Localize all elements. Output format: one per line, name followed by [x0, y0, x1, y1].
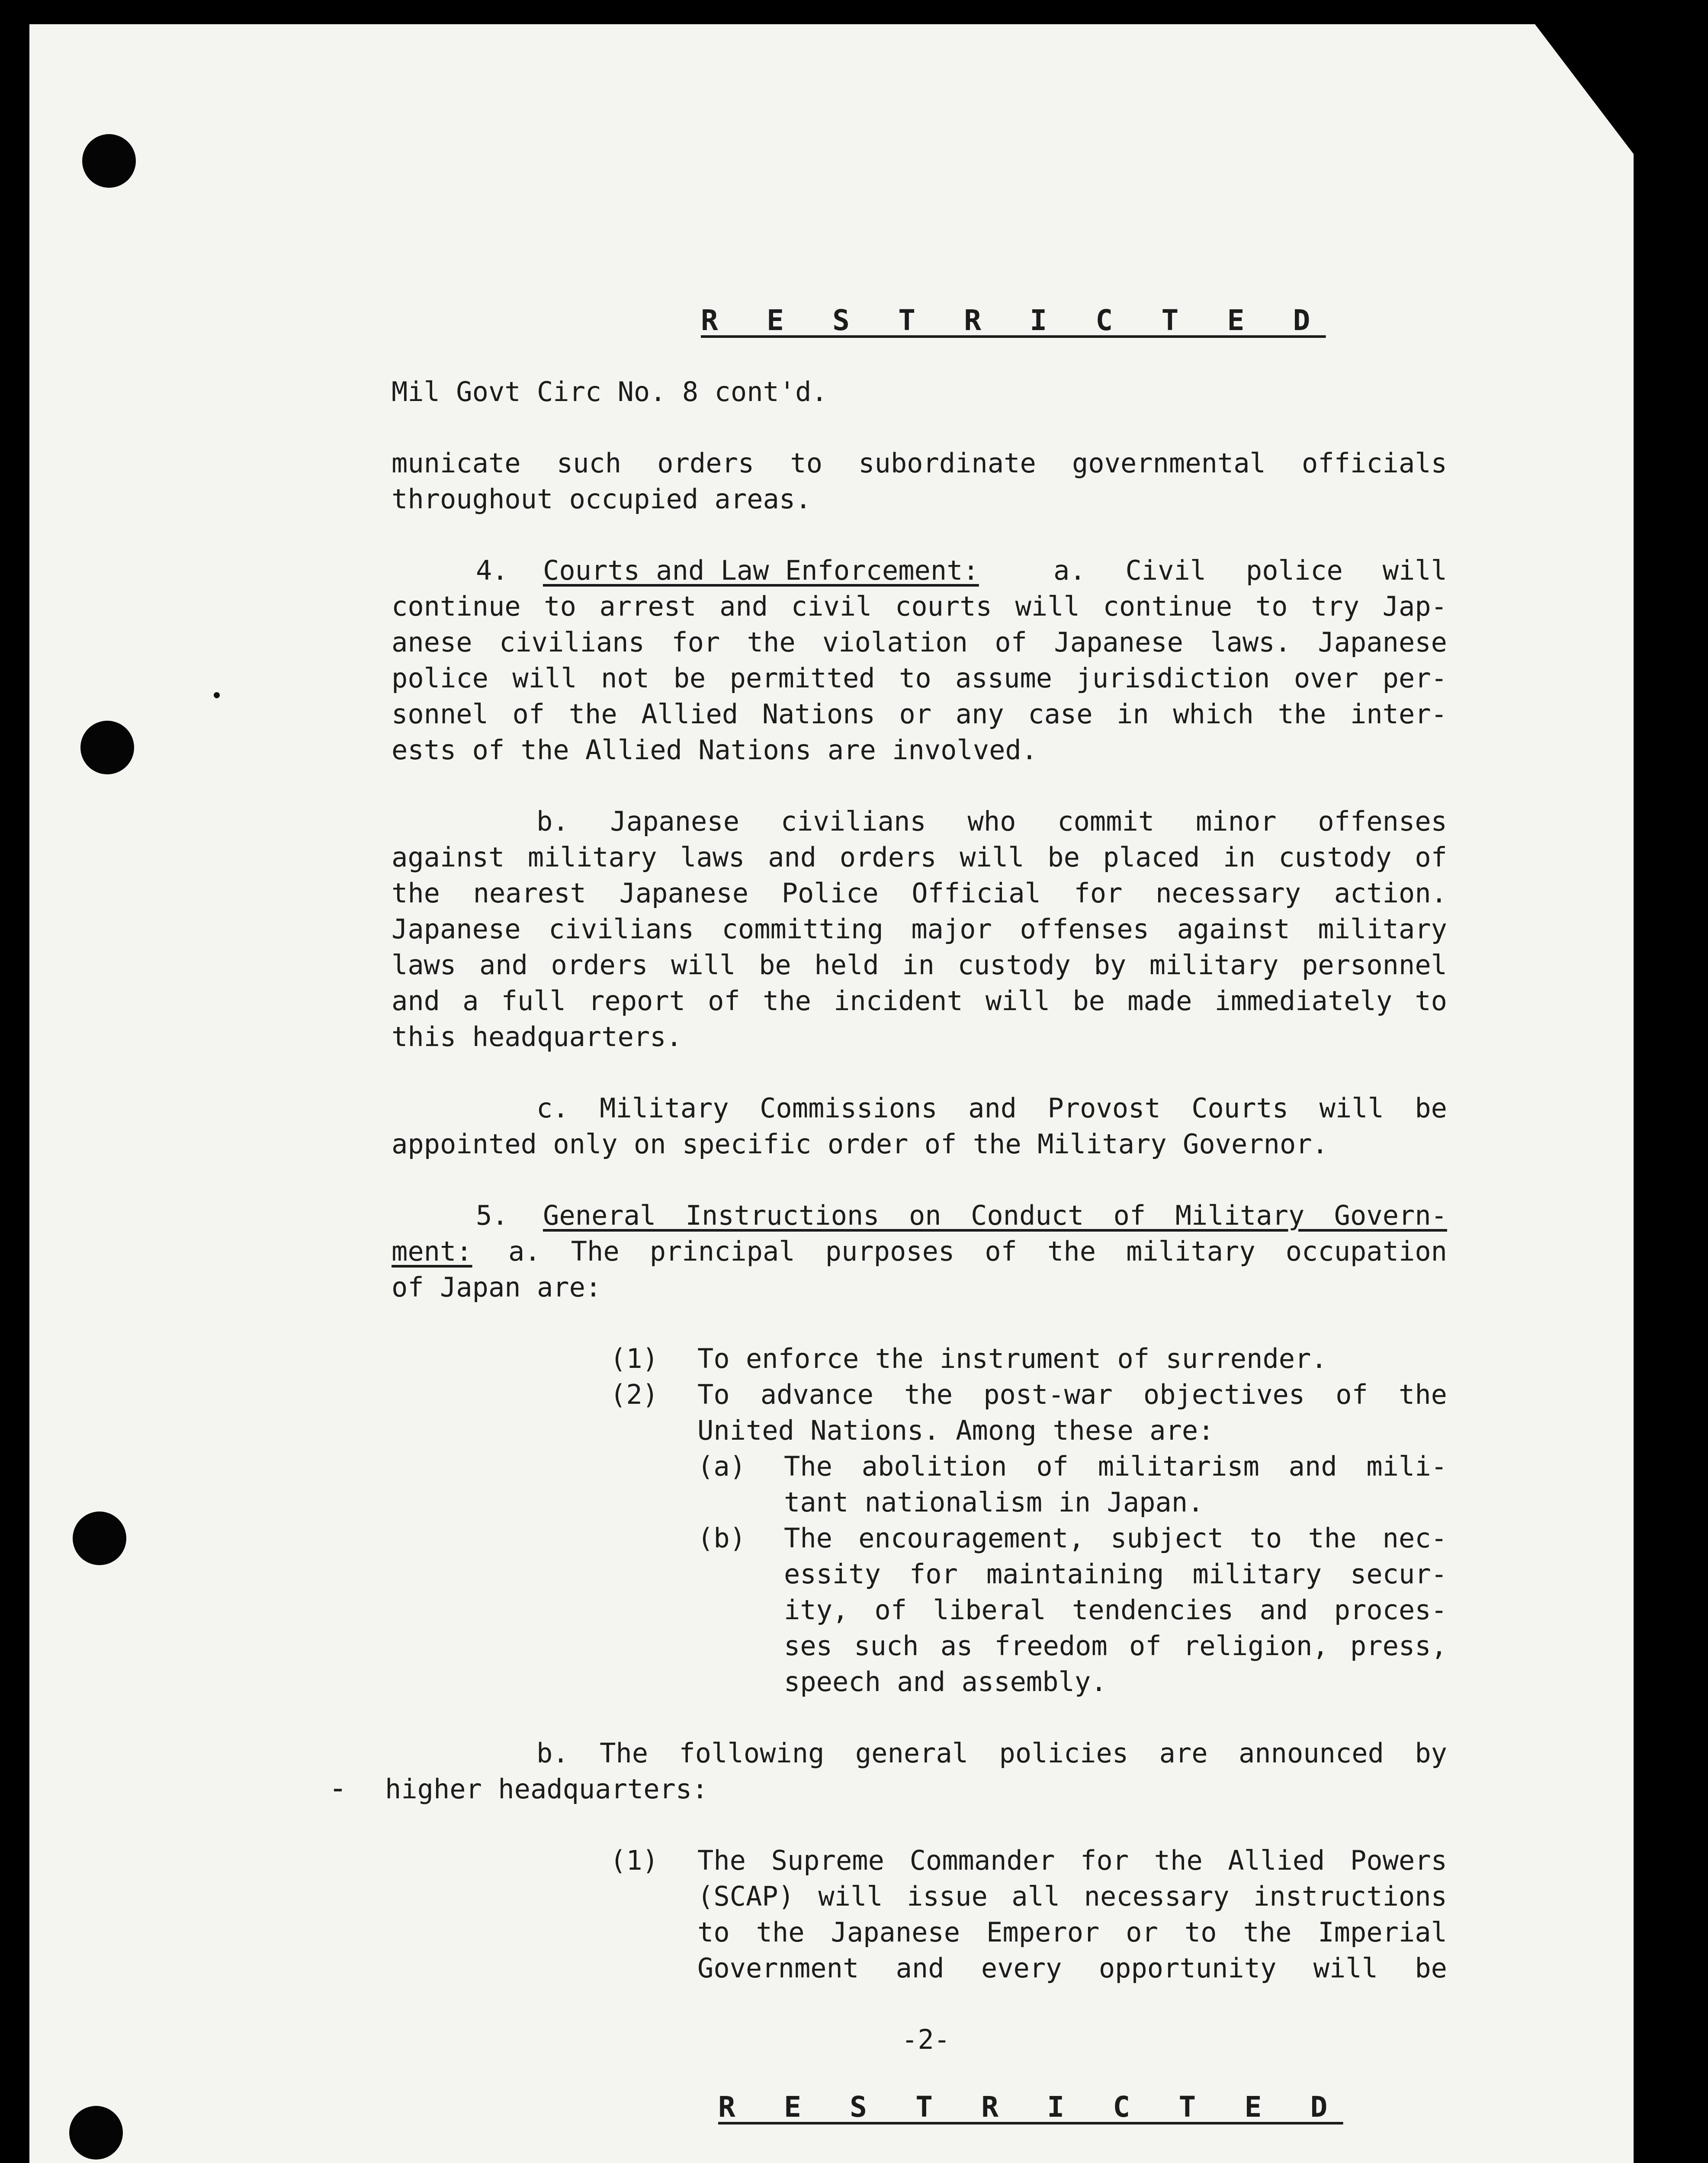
policy-line: The Supreme Commander for the Allied Powers	[697, 1845, 1447, 1876]
section-4-c-line: c. Military Commissions and Provost Courts will be	[536, 1092, 1447, 1124]
section-5-b-line: higher headquarters:	[385, 1773, 708, 1805]
continuation-line: throughout occupied areas.	[392, 483, 812, 515]
section-4-b-line: laws and orders will be held in custody by military personnel	[392, 949, 1447, 981]
punch-hole-1	[82, 134, 136, 188]
subpurpose-line: ses such as freedom of religion, press,	[784, 1630, 1447, 1662]
section-4-b-line: the nearest Japanese Police Official for necessary action.	[392, 877, 1447, 909]
policy-line: Government and every opportunity will be	[697, 1952, 1447, 1984]
section-4-number: 4.	[476, 555, 508, 586]
section-4-b-line: and a full report of the incident will be made immediately to	[392, 985, 1447, 1017]
restricted-footer: R E S T R I C T E D	[718, 2090, 1343, 2124]
section-5-b-line: b. The following general policies are announced by	[536, 1737, 1447, 1769]
section-4-a-first: a. Civil police will	[1053, 555, 1447, 586]
section-4-a-line: anese civilians for the violation of Japanese laws. Japanese	[392, 626, 1447, 658]
section-5-heading: ment:	[392, 1236, 472, 1267]
punch-hole-2	[80, 721, 134, 774]
section-4-heading: Courts and Law Enforcement:	[543, 555, 979, 586]
section-4-a-line: continue to arrest and civil courts will continue to try Jap-	[392, 590, 1447, 622]
section-4-c-line: appointed only on specific order of the Military Governor.	[392, 1128, 1328, 1160]
punch-hole-4	[69, 2106, 123, 2160]
policy-line: (SCAP) will issue all necessary instructions	[697, 1881, 1447, 1912]
circular-reference: Mil Govt Circ No. 8 cont'd.	[392, 376, 828, 408]
policy-number: (1)	[610, 1845, 658, 1876]
purpose-line: United Nations. Among these are:	[697, 1415, 1214, 1446]
section-5-a-first: a. The principal purposes of the military occupation	[508, 1236, 1447, 1267]
subpurpose-line: speech and assembly.	[784, 1666, 1107, 1698]
purpose-number: (1)	[610, 1343, 658, 1374]
section-4-b-line: this headquarters.	[392, 1021, 682, 1053]
section-5-heading: General Instructions on Conduct of Military Govern-	[543, 1200, 1447, 1231]
page-number: -2-	[902, 2024, 950, 2055]
stray-mark	[334, 1789, 342, 1791]
restricted-header: R E S T R I C T E D	[701, 304, 1326, 337]
stray-mark	[214, 692, 220, 698]
subpurpose-line: The encouragement, subject to the nec-	[784, 1522, 1447, 1554]
section-5-a-last: of Japan are:	[392, 1271, 602, 1303]
section-4-a-line: ests of the Allied Nations are involved.	[392, 734, 1038, 766]
subpurpose-line: essity for maintaining military secur-	[784, 1558, 1447, 1590]
section-4-b-line: against military laws and orders will be placed in custody of	[392, 841, 1447, 873]
subpurpose-line: tant nationalism in Japan.	[784, 1486, 1204, 1518]
section-5-number: 5.	[476, 1200, 508, 1231]
section-4-b-line: Japanese civilians committing major offenses against military	[392, 913, 1447, 945]
subpurpose-line: The abolition of militarism and mili-	[784, 1451, 1447, 1482]
continuation-line: municate such orders to subordinate governmental officials	[392, 447, 1447, 479]
purpose-line: To advance the post-war objectives of the	[697, 1379, 1447, 1410]
purpose-number: (2)	[610, 1379, 658, 1410]
subpurpose-number: (b)	[697, 1522, 746, 1554]
section-4-a-line: police will not be permitted to assume jurisdiction over per-	[392, 662, 1447, 694]
policy-line: to the Japanese Emperor or to the Imperial	[697, 1916, 1447, 1948]
purpose-line: To enforce the instrument of surrender.	[697, 1343, 1327, 1374]
section-4-a-line: sonnel of the Allied Nations or any case in which the inter-	[392, 698, 1447, 730]
section-4-b-line: b. Japanese civilians who commit minor offenses	[536, 806, 1447, 837]
subpurpose-number: (a)	[697, 1451, 746, 1482]
subpurpose-line: ity, of liberal tendencies and proces-	[784, 1594, 1447, 1626]
punch-hole-3	[73, 1512, 126, 1565]
